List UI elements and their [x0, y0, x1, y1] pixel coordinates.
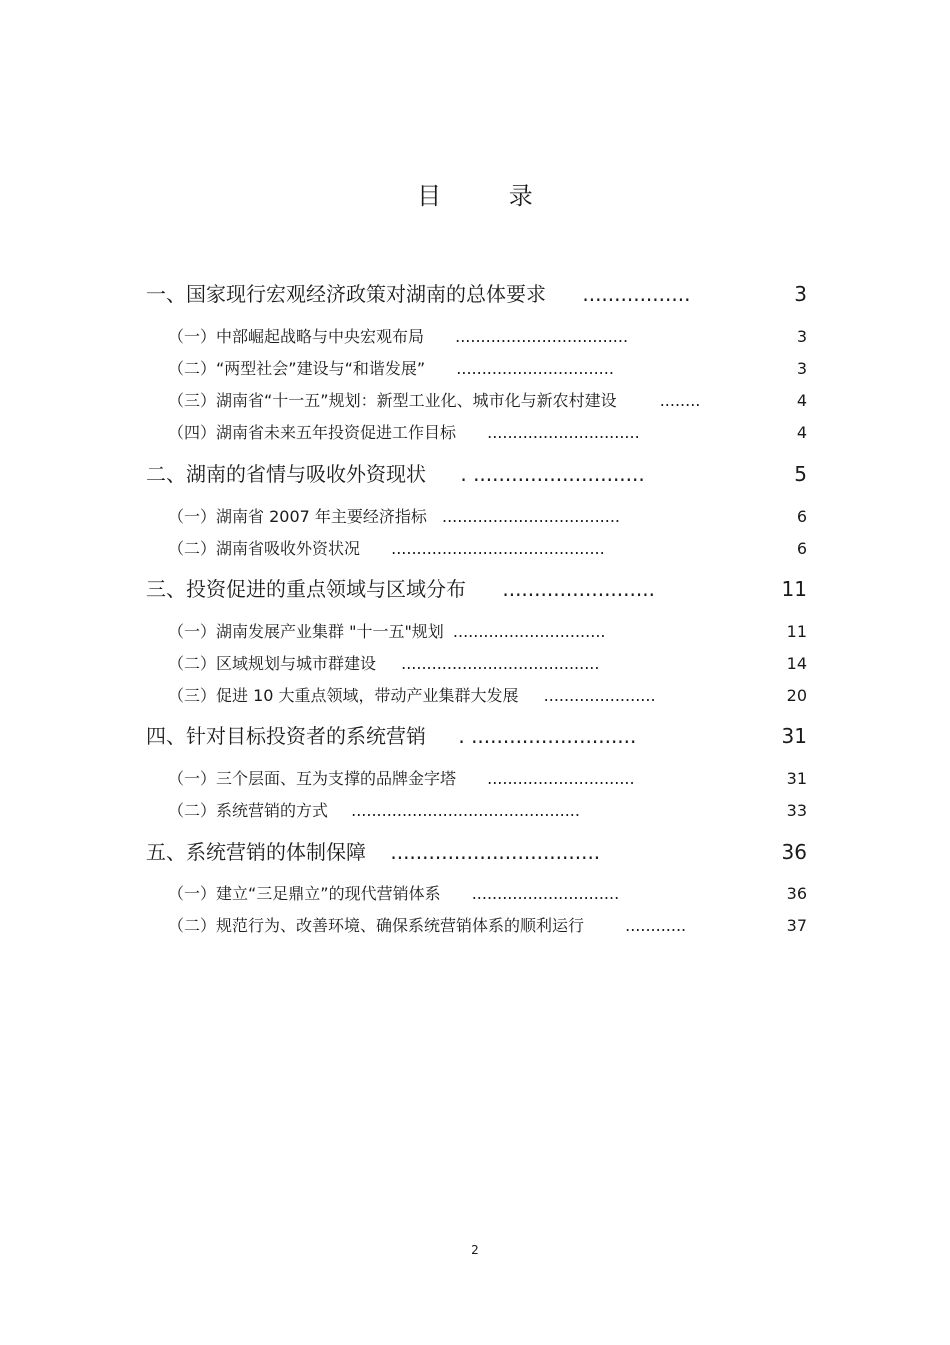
toc-entry[interactable]: [168, 506, 807, 528]
toc-leader-dots: .................: [582, 282, 691, 306]
toc-entry-label: （二）规范行为、改善环境、确保系统营销体系的顺利运行: [168, 916, 585, 935]
toc-entry-label: （四）湖南省未来五年投资促进工作目标: [168, 423, 457, 442]
toc-entry-label: （二）“两型社会”建设与“和谐发展”: [168, 359, 426, 378]
page-number: 2: [471, 1243, 479, 1257]
toc-entry[interactable]: [168, 800, 807, 822]
toc-entry[interactable]: [146, 281, 807, 307]
toc-entry-label: 二、湖南的省情与吸收外资现状: [146, 462, 426, 486]
toc-entry[interactable]: [146, 461, 807, 487]
toc-leader-dots: .......................................: [401, 654, 600, 673]
toc-entry-label: （一）中部崛起战略与中央宏观布局: [168, 327, 425, 346]
toc-entry-page: 31: [781, 724, 807, 748]
toc-entry-label: （一）三个层面、互为支撑的品牌金字塔: [168, 769, 457, 788]
toc-leader-dots: ............: [625, 916, 687, 935]
toc-leader-dots: ..............................: [452, 622, 606, 641]
toc-leader-dots: ...............................: [456, 359, 614, 378]
toc-entry-page: 31: [786, 769, 807, 788]
toc-entry[interactable]: [168, 326, 807, 348]
toc-entry-label: （一）建立“三足鼎立”的现代营销体系: [168, 884, 441, 903]
toc-leader-dots: ........: [659, 391, 701, 410]
toc-entry-page: 37: [786, 916, 807, 935]
toc-entry[interactable]: [146, 576, 807, 602]
toc-entry[interactable]: [168, 538, 807, 560]
toc-entry-page: 36: [781, 840, 807, 864]
toc-entry-label: （二）湖南省吸收外资状况: [168, 539, 361, 558]
toc-entry[interactable]: [168, 653, 807, 675]
toc-entry-label: 一、国家现行宏观经济政策对湖南的总体要求: [146, 282, 546, 306]
toc-entry-label: （三）湖南省“十一五”规划：新型工业化、城市化与新农村建设: [168, 391, 617, 410]
toc-entry-page: 3: [794, 282, 807, 306]
toc-entry-label: 五、系统营销的体制保障: [146, 840, 366, 864]
toc-entry[interactable]: [146, 723, 807, 749]
toc-entry[interactable]: [168, 915, 807, 937]
toc-entry-page: 20: [786, 686, 807, 705]
toc-leader-dots: .............................................: [351, 801, 580, 820]
toc-entry-label: （二）区域规划与城市群建设: [168, 654, 377, 673]
toc-leader-dots: .............................: [487, 769, 635, 788]
toc-leader-dots: ...................................: [442, 507, 621, 526]
toc-entry-page: 3: [796, 327, 807, 346]
toc-entry-label: 三、投资促进的重点领域与区域分布: [146, 577, 466, 601]
toc-entry-page: 3: [796, 359, 807, 378]
toc-leader-dots: .................................: [390, 840, 601, 864]
toc-leader-dots: ......................: [543, 686, 656, 705]
toc-leader-dots: . ...........................: [460, 462, 645, 486]
toc-title: 目 录: [417, 182, 563, 210]
toc-entry-page: 33: [786, 801, 807, 820]
toc-leader-dots: ..............................: [487, 423, 640, 442]
toc-entry[interactable]: [168, 390, 807, 412]
toc-entry-page: 4: [796, 423, 807, 442]
toc-entry[interactable]: [168, 685, 807, 707]
toc-leader-dots: ........................: [502, 577, 655, 601]
toc-entry-page: 14: [786, 654, 807, 673]
toc-entry-page: 6: [796, 507, 807, 526]
toc-entry-page: 11: [786, 622, 807, 641]
toc-entry[interactable]: [168, 768, 807, 790]
toc-entry[interactable]: [168, 358, 807, 380]
toc-entry-page: 36: [786, 884, 807, 903]
toc-entry[interactable]: [146, 839, 807, 865]
toc-entry-label: （二）系统营销的方式: [168, 801, 329, 820]
toc-entry-label: （一）湖南发展产业集群 "十一五"规划: [168, 622, 444, 641]
toc-leader-dots: ..................................: [455, 327, 629, 346]
toc-leader-dots: .............................: [471, 884, 620, 903]
toc-entry[interactable]: [168, 883, 807, 905]
toc-entry-page: 11: [781, 577, 807, 601]
toc-entry[interactable]: [168, 621, 807, 643]
toc-leader-dots: . ..........................: [458, 724, 637, 748]
toc-entry-label: （三）促进 10 大重点领域，带动产业集群大发展: [168, 686, 519, 705]
toc-entry-page: 4: [796, 391, 807, 410]
toc-entry-page: 5: [794, 462, 807, 486]
toc-entry-label: 四、针对目标投资者的系统营销: [146, 724, 426, 748]
toc-leader-dots: ..........................................: [391, 539, 605, 558]
toc-entry-page: 6: [796, 539, 807, 558]
toc-entry[interactable]: [168, 422, 807, 444]
toc-entry-label: （一）湖南省 2007 年主要经济指标: [168, 507, 427, 526]
